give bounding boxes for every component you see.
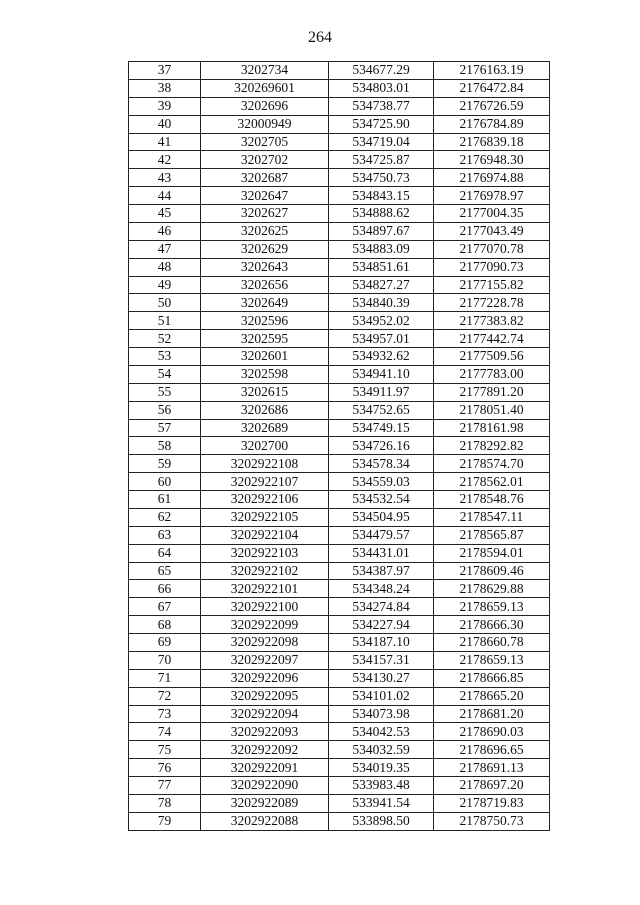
table-row bbox=[129, 455, 550, 473]
table-row bbox=[129, 598, 550, 616]
row-number-cell: 55 bbox=[129, 383, 201, 401]
point-id-cell: 3202922091 bbox=[201, 759, 329, 777]
x-coordinate-cell: 534840.39 bbox=[329, 294, 434, 312]
point-id-cell: 3202922108 bbox=[201, 455, 329, 473]
y-coordinate-cell: 2178690.03 bbox=[434, 723, 550, 741]
table-row bbox=[129, 240, 550, 258]
x-coordinate-cell: 534019.35 bbox=[329, 759, 434, 777]
x-coordinate-cell: 534752.65 bbox=[329, 401, 434, 419]
y-coordinate-cell: 2178666.30 bbox=[434, 616, 550, 634]
point-id-cell: 3202705 bbox=[201, 133, 329, 151]
row-number-cell: 74 bbox=[129, 723, 201, 741]
table-row bbox=[129, 205, 550, 223]
point-id-cell: 3202922099 bbox=[201, 616, 329, 634]
y-coordinate-cell: 2178548.76 bbox=[434, 491, 550, 509]
y-coordinate-cell: 2176726.59 bbox=[434, 97, 550, 115]
row-number-cell: 51 bbox=[129, 312, 201, 330]
y-coordinate-cell: 2178609.46 bbox=[434, 562, 550, 580]
x-coordinate-cell: 534157.31 bbox=[329, 651, 434, 669]
point-id-cell: 3202922096 bbox=[201, 669, 329, 687]
row-number-cell: 64 bbox=[129, 544, 201, 562]
x-coordinate-cell: 534032.59 bbox=[329, 741, 434, 759]
y-coordinate-cell: 2178719.83 bbox=[434, 794, 550, 812]
row-number-cell: 49 bbox=[129, 276, 201, 294]
y-coordinate-cell: 2176784.89 bbox=[434, 115, 550, 133]
x-coordinate-cell: 534431.01 bbox=[329, 544, 434, 562]
x-coordinate-cell: 534227.94 bbox=[329, 616, 434, 634]
x-coordinate-cell: 534911.97 bbox=[329, 383, 434, 401]
point-id-cell: 3202627 bbox=[201, 205, 329, 223]
x-coordinate-cell: 534073.98 bbox=[329, 705, 434, 723]
row-number-cell: 61 bbox=[129, 491, 201, 509]
row-number-cell: 66 bbox=[129, 580, 201, 598]
point-id-cell: 3202601 bbox=[201, 348, 329, 366]
table-row bbox=[129, 687, 550, 705]
point-id-cell: 3202922088 bbox=[201, 812, 329, 830]
point-id-cell: 3202696 bbox=[201, 97, 329, 115]
x-coordinate-cell: 534749.15 bbox=[329, 419, 434, 437]
row-number-cell: 79 bbox=[129, 812, 201, 830]
row-number-cell: 45 bbox=[129, 205, 201, 223]
x-coordinate-cell: 534888.62 bbox=[329, 205, 434, 223]
y-coordinate-cell: 2177228.78 bbox=[434, 294, 550, 312]
row-number-cell: 71 bbox=[129, 669, 201, 687]
x-coordinate-cell: 534559.03 bbox=[329, 473, 434, 491]
row-number-cell: 60 bbox=[129, 473, 201, 491]
row-number-cell: 39 bbox=[129, 97, 201, 115]
table-row bbox=[129, 330, 550, 348]
y-coordinate-cell: 2178666.85 bbox=[434, 669, 550, 687]
x-coordinate-cell: 534738.77 bbox=[329, 97, 434, 115]
row-number-cell: 72 bbox=[129, 687, 201, 705]
row-number-cell: 77 bbox=[129, 777, 201, 795]
row-number-cell: 57 bbox=[129, 419, 201, 437]
point-id-cell: 3202689 bbox=[201, 419, 329, 437]
row-number-cell: 62 bbox=[129, 508, 201, 526]
table-row bbox=[129, 401, 550, 419]
table-row bbox=[129, 383, 550, 401]
table-row bbox=[129, 187, 550, 205]
point-id-cell: 3202598 bbox=[201, 365, 329, 383]
table-row bbox=[129, 79, 550, 97]
x-coordinate-cell: 534803.01 bbox=[329, 79, 434, 97]
row-number-cell: 38 bbox=[129, 79, 201, 97]
table-row bbox=[129, 437, 550, 455]
y-coordinate-cell: 2178565.87 bbox=[434, 526, 550, 544]
table-row bbox=[129, 115, 550, 133]
point-id-cell: 3202734 bbox=[201, 62, 329, 80]
y-coordinate-cell: 2178750.73 bbox=[434, 812, 550, 830]
y-coordinate-cell: 2178681.20 bbox=[434, 705, 550, 723]
x-coordinate-cell: 534952.02 bbox=[329, 312, 434, 330]
y-coordinate-cell: 2178660.78 bbox=[434, 634, 550, 652]
y-coordinate-cell: 2176472.84 bbox=[434, 79, 550, 97]
table-row bbox=[129, 276, 550, 294]
x-coordinate-cell: 534274.84 bbox=[329, 598, 434, 616]
x-coordinate-cell: 534042.53 bbox=[329, 723, 434, 741]
point-id-cell: 3202595 bbox=[201, 330, 329, 348]
row-number-cell: 48 bbox=[129, 258, 201, 276]
y-coordinate-cell: 2178659.13 bbox=[434, 651, 550, 669]
y-coordinate-cell: 2177090.73 bbox=[434, 258, 550, 276]
table-row bbox=[129, 616, 550, 634]
point-id-cell: 3202629 bbox=[201, 240, 329, 258]
row-number-cell: 41 bbox=[129, 133, 201, 151]
point-id-cell: 3202596 bbox=[201, 312, 329, 330]
table-row bbox=[129, 473, 550, 491]
row-number-cell: 70 bbox=[129, 651, 201, 669]
x-coordinate-cell: 533898.50 bbox=[329, 812, 434, 830]
x-coordinate-cell: 534130.27 bbox=[329, 669, 434, 687]
x-coordinate-cell: 533941.54 bbox=[329, 794, 434, 812]
x-coordinate-cell: 534726.16 bbox=[329, 437, 434, 455]
table-row bbox=[129, 634, 550, 652]
table-row bbox=[129, 133, 550, 151]
y-coordinate-cell: 2177442.74 bbox=[434, 330, 550, 348]
point-id-cell: 3202922107 bbox=[201, 473, 329, 491]
x-coordinate-cell: 534479.57 bbox=[329, 526, 434, 544]
y-coordinate-cell: 2176163.19 bbox=[434, 62, 550, 80]
row-number-cell: 68 bbox=[129, 616, 201, 634]
table-row bbox=[129, 705, 550, 723]
table-row bbox=[129, 544, 550, 562]
x-coordinate-cell: 534957.01 bbox=[329, 330, 434, 348]
point-id-cell: 3202922100 bbox=[201, 598, 329, 616]
point-id-cell: 3202922093 bbox=[201, 723, 329, 741]
table-row bbox=[129, 777, 550, 795]
point-id-cell: 3202922094 bbox=[201, 705, 329, 723]
x-coordinate-cell: 534719.04 bbox=[329, 133, 434, 151]
x-coordinate-cell: 534504.95 bbox=[329, 508, 434, 526]
x-coordinate-cell: 534578.34 bbox=[329, 455, 434, 473]
y-coordinate-cell: 2178292.82 bbox=[434, 437, 550, 455]
point-id-cell: 320269601 bbox=[201, 79, 329, 97]
row-number-cell: 76 bbox=[129, 759, 201, 777]
coordinates-table-body bbox=[129, 62, 550, 831]
y-coordinate-cell: 2178629.88 bbox=[434, 580, 550, 598]
y-coordinate-cell: 2178659.13 bbox=[434, 598, 550, 616]
table-row bbox=[129, 419, 550, 437]
point-id-cell: 3202922106 bbox=[201, 491, 329, 509]
row-number-cell: 46 bbox=[129, 222, 201, 240]
point-id-cell: 3202922098 bbox=[201, 634, 329, 652]
row-number-cell: 40 bbox=[129, 115, 201, 133]
row-number-cell: 75 bbox=[129, 741, 201, 759]
row-number-cell: 63 bbox=[129, 526, 201, 544]
row-number-cell: 50 bbox=[129, 294, 201, 312]
row-number-cell: 43 bbox=[129, 169, 201, 187]
y-coordinate-cell: 2178665.20 bbox=[434, 687, 550, 705]
x-coordinate-cell: 534897.67 bbox=[329, 222, 434, 240]
x-coordinate-cell: 534187.10 bbox=[329, 634, 434, 652]
point-id-cell: 32000949 bbox=[201, 115, 329, 133]
row-number-cell: 37 bbox=[129, 62, 201, 80]
row-number-cell: 54 bbox=[129, 365, 201, 383]
y-coordinate-cell: 2177004.35 bbox=[434, 205, 550, 223]
point-id-cell: 3202922103 bbox=[201, 544, 329, 562]
y-coordinate-cell: 2176948.30 bbox=[434, 151, 550, 169]
point-id-cell: 3202922095 bbox=[201, 687, 329, 705]
point-id-cell: 3202922102 bbox=[201, 562, 329, 580]
row-number-cell: 44 bbox=[129, 187, 201, 205]
table-row bbox=[129, 526, 550, 544]
table-row bbox=[129, 97, 550, 115]
row-number-cell: 65 bbox=[129, 562, 201, 580]
coordinates-table bbox=[128, 61, 550, 831]
point-id-cell: 3202615 bbox=[201, 383, 329, 401]
y-coordinate-cell: 2178161.98 bbox=[434, 419, 550, 437]
point-id-cell: 3202922092 bbox=[201, 741, 329, 759]
y-coordinate-cell: 2177043.49 bbox=[434, 222, 550, 240]
point-id-cell: 3202643 bbox=[201, 258, 329, 276]
table-row bbox=[129, 508, 550, 526]
table-row bbox=[129, 169, 550, 187]
y-coordinate-cell: 2176974.88 bbox=[434, 169, 550, 187]
table-row bbox=[129, 580, 550, 598]
table-row bbox=[129, 222, 550, 240]
point-id-cell: 3202922097 bbox=[201, 651, 329, 669]
x-coordinate-cell: 534750.73 bbox=[329, 169, 434, 187]
point-id-cell: 3202922104 bbox=[201, 526, 329, 544]
point-id-cell: 3202922105 bbox=[201, 508, 329, 526]
y-coordinate-cell: 2178697.20 bbox=[434, 777, 550, 795]
x-coordinate-cell: 534883.09 bbox=[329, 240, 434, 258]
y-coordinate-cell: 2177509.56 bbox=[434, 348, 550, 366]
row-number-cell: 52 bbox=[129, 330, 201, 348]
x-coordinate-cell: 534843.15 bbox=[329, 187, 434, 205]
table-row bbox=[129, 312, 550, 330]
table-row bbox=[129, 812, 550, 830]
point-id-cell: 3202625 bbox=[201, 222, 329, 240]
point-id-cell: 3202922090 bbox=[201, 777, 329, 795]
row-number-cell: 56 bbox=[129, 401, 201, 419]
row-number-cell: 42 bbox=[129, 151, 201, 169]
y-coordinate-cell: 2177155.82 bbox=[434, 276, 550, 294]
x-coordinate-cell: 534677.29 bbox=[329, 62, 434, 80]
row-number-cell: 78 bbox=[129, 794, 201, 812]
table-row bbox=[129, 62, 550, 80]
x-coordinate-cell: 533983.48 bbox=[329, 777, 434, 795]
point-id-cell: 3202922089 bbox=[201, 794, 329, 812]
point-id-cell: 3202700 bbox=[201, 437, 329, 455]
row-number-cell: 69 bbox=[129, 634, 201, 652]
x-coordinate-cell: 534851.61 bbox=[329, 258, 434, 276]
table-row bbox=[129, 669, 550, 687]
x-coordinate-cell: 534101.02 bbox=[329, 687, 434, 705]
y-coordinate-cell: 2178562.01 bbox=[434, 473, 550, 491]
point-id-cell: 3202656 bbox=[201, 276, 329, 294]
table-row bbox=[129, 651, 550, 669]
table-row bbox=[129, 294, 550, 312]
row-number-cell: 47 bbox=[129, 240, 201, 258]
table-row bbox=[129, 741, 550, 759]
table-row bbox=[129, 562, 550, 580]
row-number-cell: 59 bbox=[129, 455, 201, 473]
y-coordinate-cell: 2177783.00 bbox=[434, 365, 550, 383]
x-coordinate-cell: 534725.90 bbox=[329, 115, 434, 133]
table-row bbox=[129, 258, 550, 276]
y-coordinate-cell: 2177383.82 bbox=[434, 312, 550, 330]
table-row bbox=[129, 348, 550, 366]
page-number: 264 bbox=[308, 29, 332, 46]
y-coordinate-cell: 2178696.65 bbox=[434, 741, 550, 759]
row-number-cell: 67 bbox=[129, 598, 201, 616]
point-id-cell: 3202922101 bbox=[201, 580, 329, 598]
y-coordinate-cell: 2176839.18 bbox=[434, 133, 550, 151]
point-id-cell: 3202647 bbox=[201, 187, 329, 205]
y-coordinate-cell: 2178574.70 bbox=[434, 455, 550, 473]
point-id-cell: 3202649 bbox=[201, 294, 329, 312]
y-coordinate-cell: 2178051.40 bbox=[434, 401, 550, 419]
y-coordinate-cell: 2178594.01 bbox=[434, 544, 550, 562]
x-coordinate-cell: 534532.54 bbox=[329, 491, 434, 509]
point-id-cell: 3202702 bbox=[201, 151, 329, 169]
table-row bbox=[129, 491, 550, 509]
y-coordinate-cell: 2177070.78 bbox=[434, 240, 550, 258]
table-row bbox=[129, 794, 550, 812]
row-number-cell: 73 bbox=[129, 705, 201, 723]
table-row bbox=[129, 759, 550, 777]
y-coordinate-cell: 2178691.13 bbox=[434, 759, 550, 777]
x-coordinate-cell: 534725.87 bbox=[329, 151, 434, 169]
point-id-cell: 3202687 bbox=[201, 169, 329, 187]
table-row bbox=[129, 365, 550, 383]
y-coordinate-cell: 2177891.20 bbox=[434, 383, 550, 401]
y-coordinate-cell: 2176978.97 bbox=[434, 187, 550, 205]
table-row bbox=[129, 723, 550, 741]
x-coordinate-cell: 534827.27 bbox=[329, 276, 434, 294]
x-coordinate-cell: 534348.24 bbox=[329, 580, 434, 598]
table-row bbox=[129, 151, 550, 169]
x-coordinate-cell: 534941.10 bbox=[329, 365, 434, 383]
x-coordinate-cell: 534932.62 bbox=[329, 348, 434, 366]
row-number-cell: 58 bbox=[129, 437, 201, 455]
y-coordinate-cell: 2178547.11 bbox=[434, 508, 550, 526]
x-coordinate-cell: 534387.97 bbox=[329, 562, 434, 580]
row-number-cell: 53 bbox=[129, 348, 201, 366]
point-id-cell: 3202686 bbox=[201, 401, 329, 419]
